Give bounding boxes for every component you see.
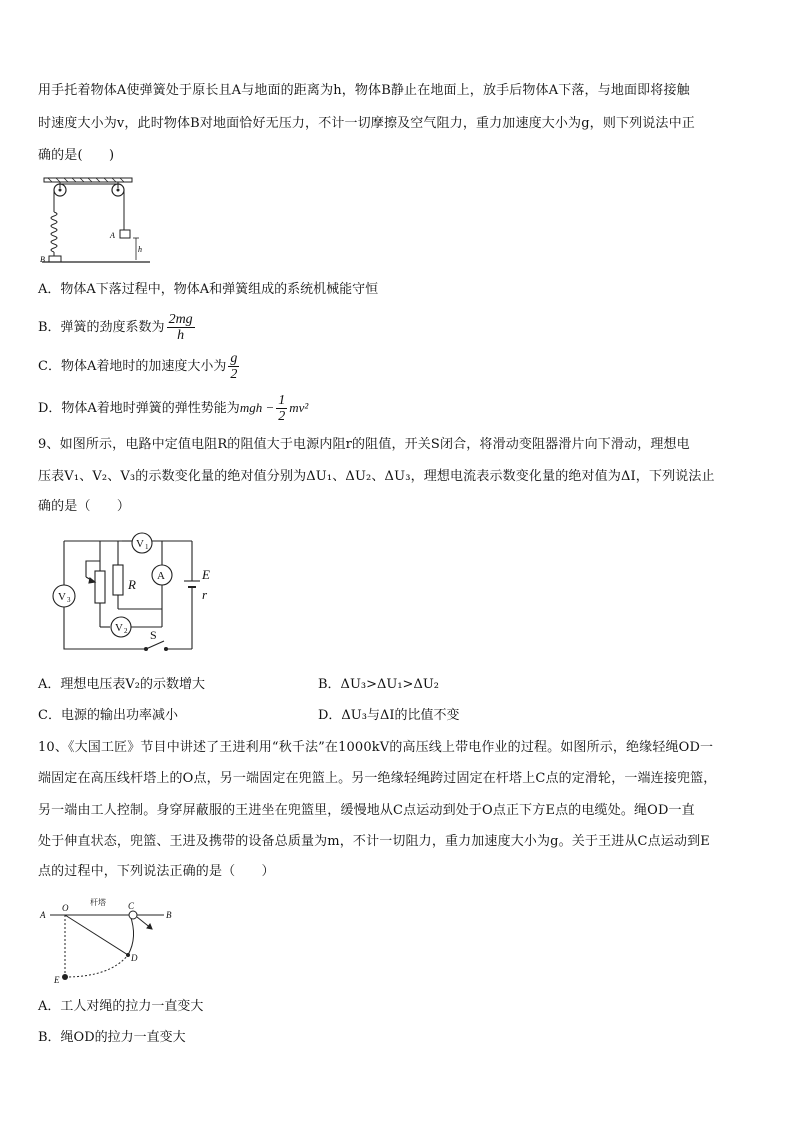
q9-fig-label-r-resistor: R bbox=[128, 577, 136, 592]
q8-option-b-text: B．弹簧的劲度系数为 bbox=[38, 320, 165, 335]
q8-option-d-fraction bbox=[276, 393, 287, 424]
q10-fig-label-o: O bbox=[62, 903, 69, 913]
q9-option-a: A．理想电压表V₂的示数增大 bbox=[38, 677, 205, 692]
q9-fig-label-v1-sub: 1 bbox=[145, 543, 149, 551]
q10-fig-label-d: D bbox=[131, 953, 138, 963]
q8-option-d-denominator: 2 bbox=[278, 409, 286, 424]
q8-fig-label-b: B bbox=[40, 255, 45, 264]
q8-option-d-text: D．物体A着地时弹簧的弹性势能为 bbox=[38, 401, 240, 416]
q9-option-d: D．ΔU₃与ΔI的比值不变 bbox=[318, 708, 460, 723]
q9-fig-label-v3: V bbox=[58, 591, 66, 603]
q8-option-c-text: C．物体A着地时的加速度大小为 bbox=[38, 359, 227, 374]
q9-option-b: B．ΔU₃>ΔU₁>ΔU₂ bbox=[318, 677, 440, 692]
q10-fig-label-e: E bbox=[54, 975, 60, 985]
q8-option-d bbox=[38, 390, 308, 427]
q8-option-b-fraction bbox=[167, 312, 195, 343]
q8-option-d-expr1: mgh − bbox=[239, 400, 275, 415]
q9-fig-label-v2: V bbox=[115, 622, 123, 634]
q8-fig-label-h: h bbox=[138, 245, 142, 254]
q8-fig-label-a: A bbox=[110, 231, 115, 240]
q9-fig-label-e: E bbox=[202, 567, 210, 582]
q8-option-b bbox=[38, 310, 197, 346]
q9-stem-line-1: 9、如图所示，电路中定值电阻R的阻值大于电源内阻r的阻值，开关S闭合，将滑动变阻器滑片向下滑动，理想电 bbox=[38, 437, 690, 452]
q8-option-a: A．物体A下落过程中，物体A和弹簧组成的系统机械能守恒 bbox=[38, 282, 379, 297]
q9-fig-label-v3-sub: 3 bbox=[67, 596, 71, 604]
q9-fig-label-s: S bbox=[150, 628, 157, 642]
q8-option-c bbox=[38, 349, 241, 385]
q9-fig-label-v1: V bbox=[136, 538, 144, 550]
q8-option-c-numerator: g bbox=[230, 351, 238, 366]
q10-option-a: A．工人对绳的拉力一直变大 bbox=[38, 999, 204, 1014]
q10-stem-line-3: 另一端由工人控制。身穿屏蔽服的王进坐在兜篮里，缓慢地从C点运动到处于O点正下方E点的电缆处。绳OD一直 bbox=[38, 803, 695, 818]
q9-circuit-diagram bbox=[46, 531, 226, 655]
q8-option-b-numerator: 2mg bbox=[168, 312, 193, 327]
q8-option-c-fraction bbox=[228, 351, 239, 382]
q10-fig-label-b: B bbox=[166, 910, 172, 920]
q9-fig-label-r: r bbox=[202, 587, 208, 602]
q10-stem-line-4: 处于伸直状态，兜篮、王进及携带的设备总质量为m，不计一切阻力，重力加速度大小为g。关于王进从C点运动到E bbox=[38, 834, 710, 849]
q8-option-d-expr2: mv² bbox=[289, 400, 309, 415]
q8-stem-line-1: 用手托着物体A使弹簧处于原长且A与地面的距离为h，物体B静止在地面上，放手后物体A下落，与地面即将接触 bbox=[38, 83, 690, 98]
q10-stem-line-1: 10、《大国工匠》节目中讲述了王进利用“秋千法”在1000kV的高压线上带电作业的过程。如图所示，绝缘轻绳OD一 bbox=[38, 740, 714, 755]
q8-option-d-numerator: 1 bbox=[278, 393, 286, 408]
q9-stem-line-2: 压表V₁、V₂、V₃的示数变化量的绝对值分别为ΔU₁、ΔU₂、ΔU₃，理想电流表示数变化量的绝对值为ΔI，下列说法止 bbox=[38, 469, 715, 484]
q8-spring-pulley-figure bbox=[38, 176, 158, 268]
q10-fig-label-c: C bbox=[128, 901, 135, 911]
q9-fig-label-v2-sub: 2 bbox=[124, 627, 128, 635]
q10-stem-line-5: 点的过程中，下列说法正确的是（ ） bbox=[38, 864, 275, 879]
q10-fig-label-tower: 杆塔 bbox=[90, 898, 106, 907]
q8-stem-line-2: 时速度大小为v，此时物体B对地面恰好无压力，不计一切摩擦及空气阻力，重力加速度大小为g，则下列说法中正 bbox=[38, 116, 695, 131]
q10-option-b: B．绳OD的拉力一直变大 bbox=[38, 1030, 186, 1045]
q10-tower-rope-figure bbox=[38, 893, 178, 989]
q8-option-c-denominator: 2 bbox=[230, 367, 238, 382]
q8-option-b-denominator: h bbox=[177, 328, 185, 343]
q8-stem-line-3: 确的是( ) bbox=[38, 148, 115, 163]
q9-option-c: C．电源的输出功率减小 bbox=[38, 708, 178, 723]
q9-stem-line-3: 确的是（ ） bbox=[38, 499, 131, 514]
q10-stem-line-2: 端固定在高压线杆塔上的O点，另一端固定在兜篮上。另一绝缘轻绳跨过固定在杆塔上C点的定滑轮，一端连接兜篮， bbox=[38, 771, 717, 786]
q9-fig-label-a: A bbox=[157, 570, 165, 582]
q10-fig-label-a: A bbox=[40, 910, 46, 920]
